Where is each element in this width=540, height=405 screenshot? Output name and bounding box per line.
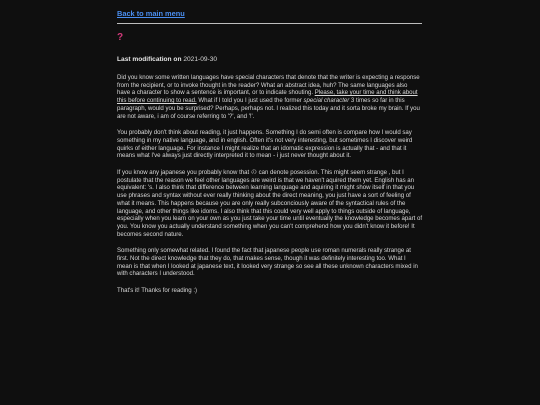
article-container [117, 9, 422, 301]
back-to-main-menu-link[interactable]: Back to main menu [117, 9, 185, 18]
paragraph-3: If you know any japanese you probably know that の can denote posession. This might seem strange , but I postulate that the reason we feel other languages are weird is that we haven't aquired them yet. English has an equivalent: 's. I also think that difference between learning language and aquiring it might show itself in that you use phrases and syntax without ever really thinking about the direct meaning, you just have a sort of feeling of what it means. This happens because you are only really subconciously aware of the syntactical rules of the language, and other things like idoms. I also think that this could very well apply to things outside of language, especially when you learn on your own as you just take your time until eventually the knowledge becomes apart of you. You know you actually understand something when you can't comprehend how you didn't know it before! It becomes second nature. [117, 169, 422, 238]
paragraph-1-text-c: 3 times so far in this paragraph, would you be surprised? Perhaps, perhaps not. I realized this today and it sorta broke my brain. If you are not aware, i am of course referring to '?', and '!'. [117, 97, 420, 120]
paragraph-2: You probably don't think about reading, it just happens. Something I do semi often is compare how I would say something in my native language, and in english. Often it's not very interesting, but sometimes I discover weird quirks of either language. For instance I might realize that an idomatic expression is actually that - and that it means what I've always just directly interpreted it to mean - i just never thought about it. [117, 129, 413, 160]
last-modified-label: Last modification on [117, 56, 182, 63]
last-modified-date: 2021-09-30 [183, 56, 218, 63]
header-divider [117, 23, 422, 24]
page-title: ? [117, 32, 124, 43]
paragraph-1-underlined: Please, take your time and think about this before continuing to read. [117, 89, 418, 105]
last-modified [117, 56, 422, 64]
paragraph-4: Something only somewhat related. I found the fact that japanese people use roman numerals really strange at first. Not the direct knowledge that they do, that makes sense, though it was definitely interesting too. What I mean is that when I looked at japanese text, it looked very strange so see all these unknown characters mixed in with characters I understood. [117, 247, 418, 278]
paragraph-5: That's it! Thanks for reading :) [117, 287, 198, 295]
paragraph-1 [117, 74, 422, 120]
paragraph-1-text-a: Did you know some written languages have special characters that denote that the writer is expecting a response from the recipient, or to invoke thought in the reader? What an abstract idea, huh? The same languages also have a character to show a sentence is important, or to indicate shouting. [117, 74, 420, 97]
paragraph-1-text-b: What if I told you I just used the former [196, 97, 304, 105]
paragraph-1-italic: special character [303, 97, 350, 105]
